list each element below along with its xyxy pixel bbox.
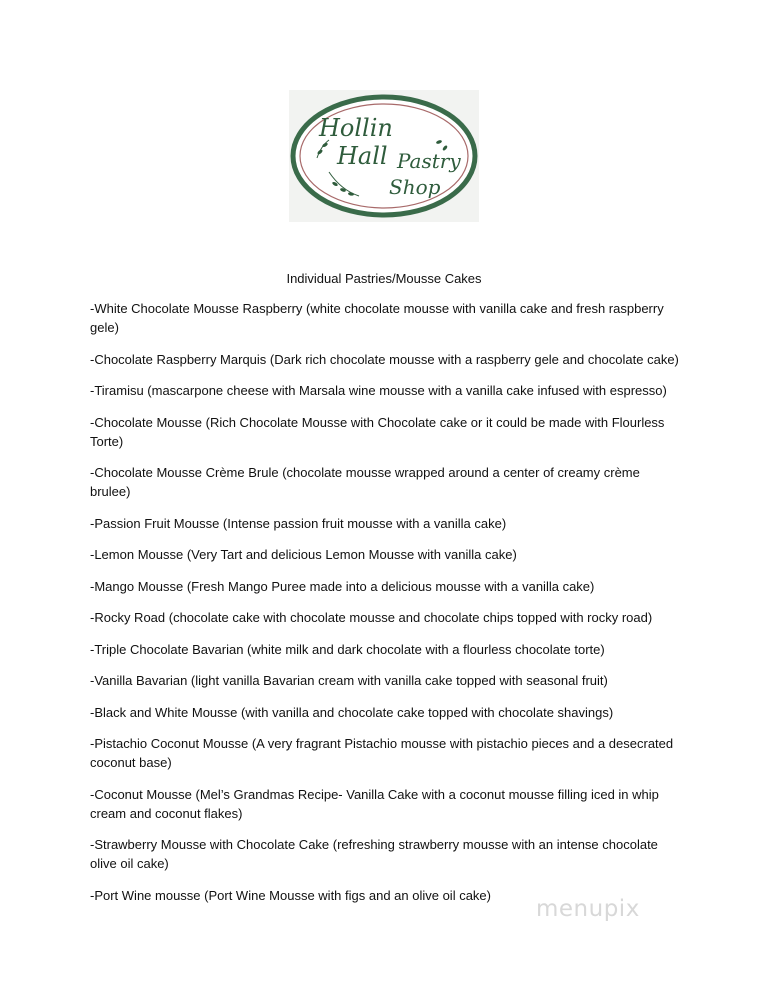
menu-item-chocolate-mousse-creme-brule: -Chocolate Mousse Crème Brule (chocolate mousse wrapped around a center of creamy crème brulee) [90, 465, 640, 499]
hollin-hall-pastry-shop-logo [289, 90, 479, 222]
menu-item-black-and-white-mousse: -Black and White Mousse (with vanilla and chocolate cake topped with chocolate shavings) [90, 704, 614, 720]
menu-item-white-chocolate-mousse-raspberry: -White Chocolate Mousse Raspberry (white chocolate mousse with vanilla cake and fresh raspberry gele) [90, 301, 664, 335]
menu-item-triple-chocolate-bavarian: -Triple Chocolate Bavarian (white milk and dark chocolate with a flourless chocolate torte) [90, 641, 605, 657]
menupix-watermark: menupix [536, 896, 640, 922]
menu-item-port-wine-mousse: -Port Wine mousse (Port Wine Mousse with figs and an olive oil cake) [90, 887, 491, 903]
pastry-menu-list [90, 299, 680, 917]
page-title: Individual Pastries/Mousse Cakes [286, 271, 482, 286]
logo-text-hall: Hall [337, 142, 388, 170]
menu-item-lemon-mousse: -Lemon Mousse (Very Tart and delicious Lemon Mousse with vanilla cake) [90, 547, 517, 562]
menu-item-chocolate-mousse: -Chocolate Mousse (Rich Chocolate Mousse with Chocolate cake or it could be made with Flourless Torte) [90, 414, 665, 449]
menu-item-coconut-mousse: -Coconut Mousse (Mel’s Grandmas Recipe- Vanilla Cake with a coconut mousse filling iced in whip cream and coconut flakes) [90, 786, 659, 821]
menu-item-passion-fruit-mousse: -Passion Fruit Mousse (Intense passion fruit mousse with a vanilla cake) [90, 515, 507, 531]
menu-item-vanilla-bavarian: -Vanilla Bavarian (light vanilla Bavarian cream with vanilla cake topped with seasonal fruit) [90, 673, 608, 688]
logo-text-pastry: Pastry [397, 149, 461, 173]
menu-item-chocolate-raspberry-marquis: -Chocolate Raspberry Marquis (Dark rich chocolate mousse with a raspberry gele and chocolate cake) [90, 351, 679, 367]
menu-item-pistachio-coconut-mousse: -Pistachio Coconut Mousse (A very fragrant Pistachio mousse with pistachio pieces and a desecrated coconut base) [90, 736, 674, 770]
menu-item-rocky-road: -Rocky Road (chocolate cake with chocolate mousse and chocolate chips topped with rocky road) [90, 610, 653, 625]
logo-emblem [289, 90, 479, 222]
menu-item-tiramisu: -Tiramisu (mascarpone cheese with Marsala wine mousse with a vanilla cake infused with espresso) [90, 383, 667, 398]
menu-item-strawberry-mousse-chocolate-cake: -Strawberry Mousse with Chocolate Cake (refreshing strawberry mousse with an intense chocolate olive oil cake) [90, 837, 658, 871]
logo-text-shop: Shop [389, 175, 441, 199]
menu-item-mango-mousse: -Mango Mousse (Fresh Mango Puree made into a delicious mousse with a vanilla cake) [90, 578, 595, 594]
logo-text-hollin: Hollin [319, 114, 393, 142]
